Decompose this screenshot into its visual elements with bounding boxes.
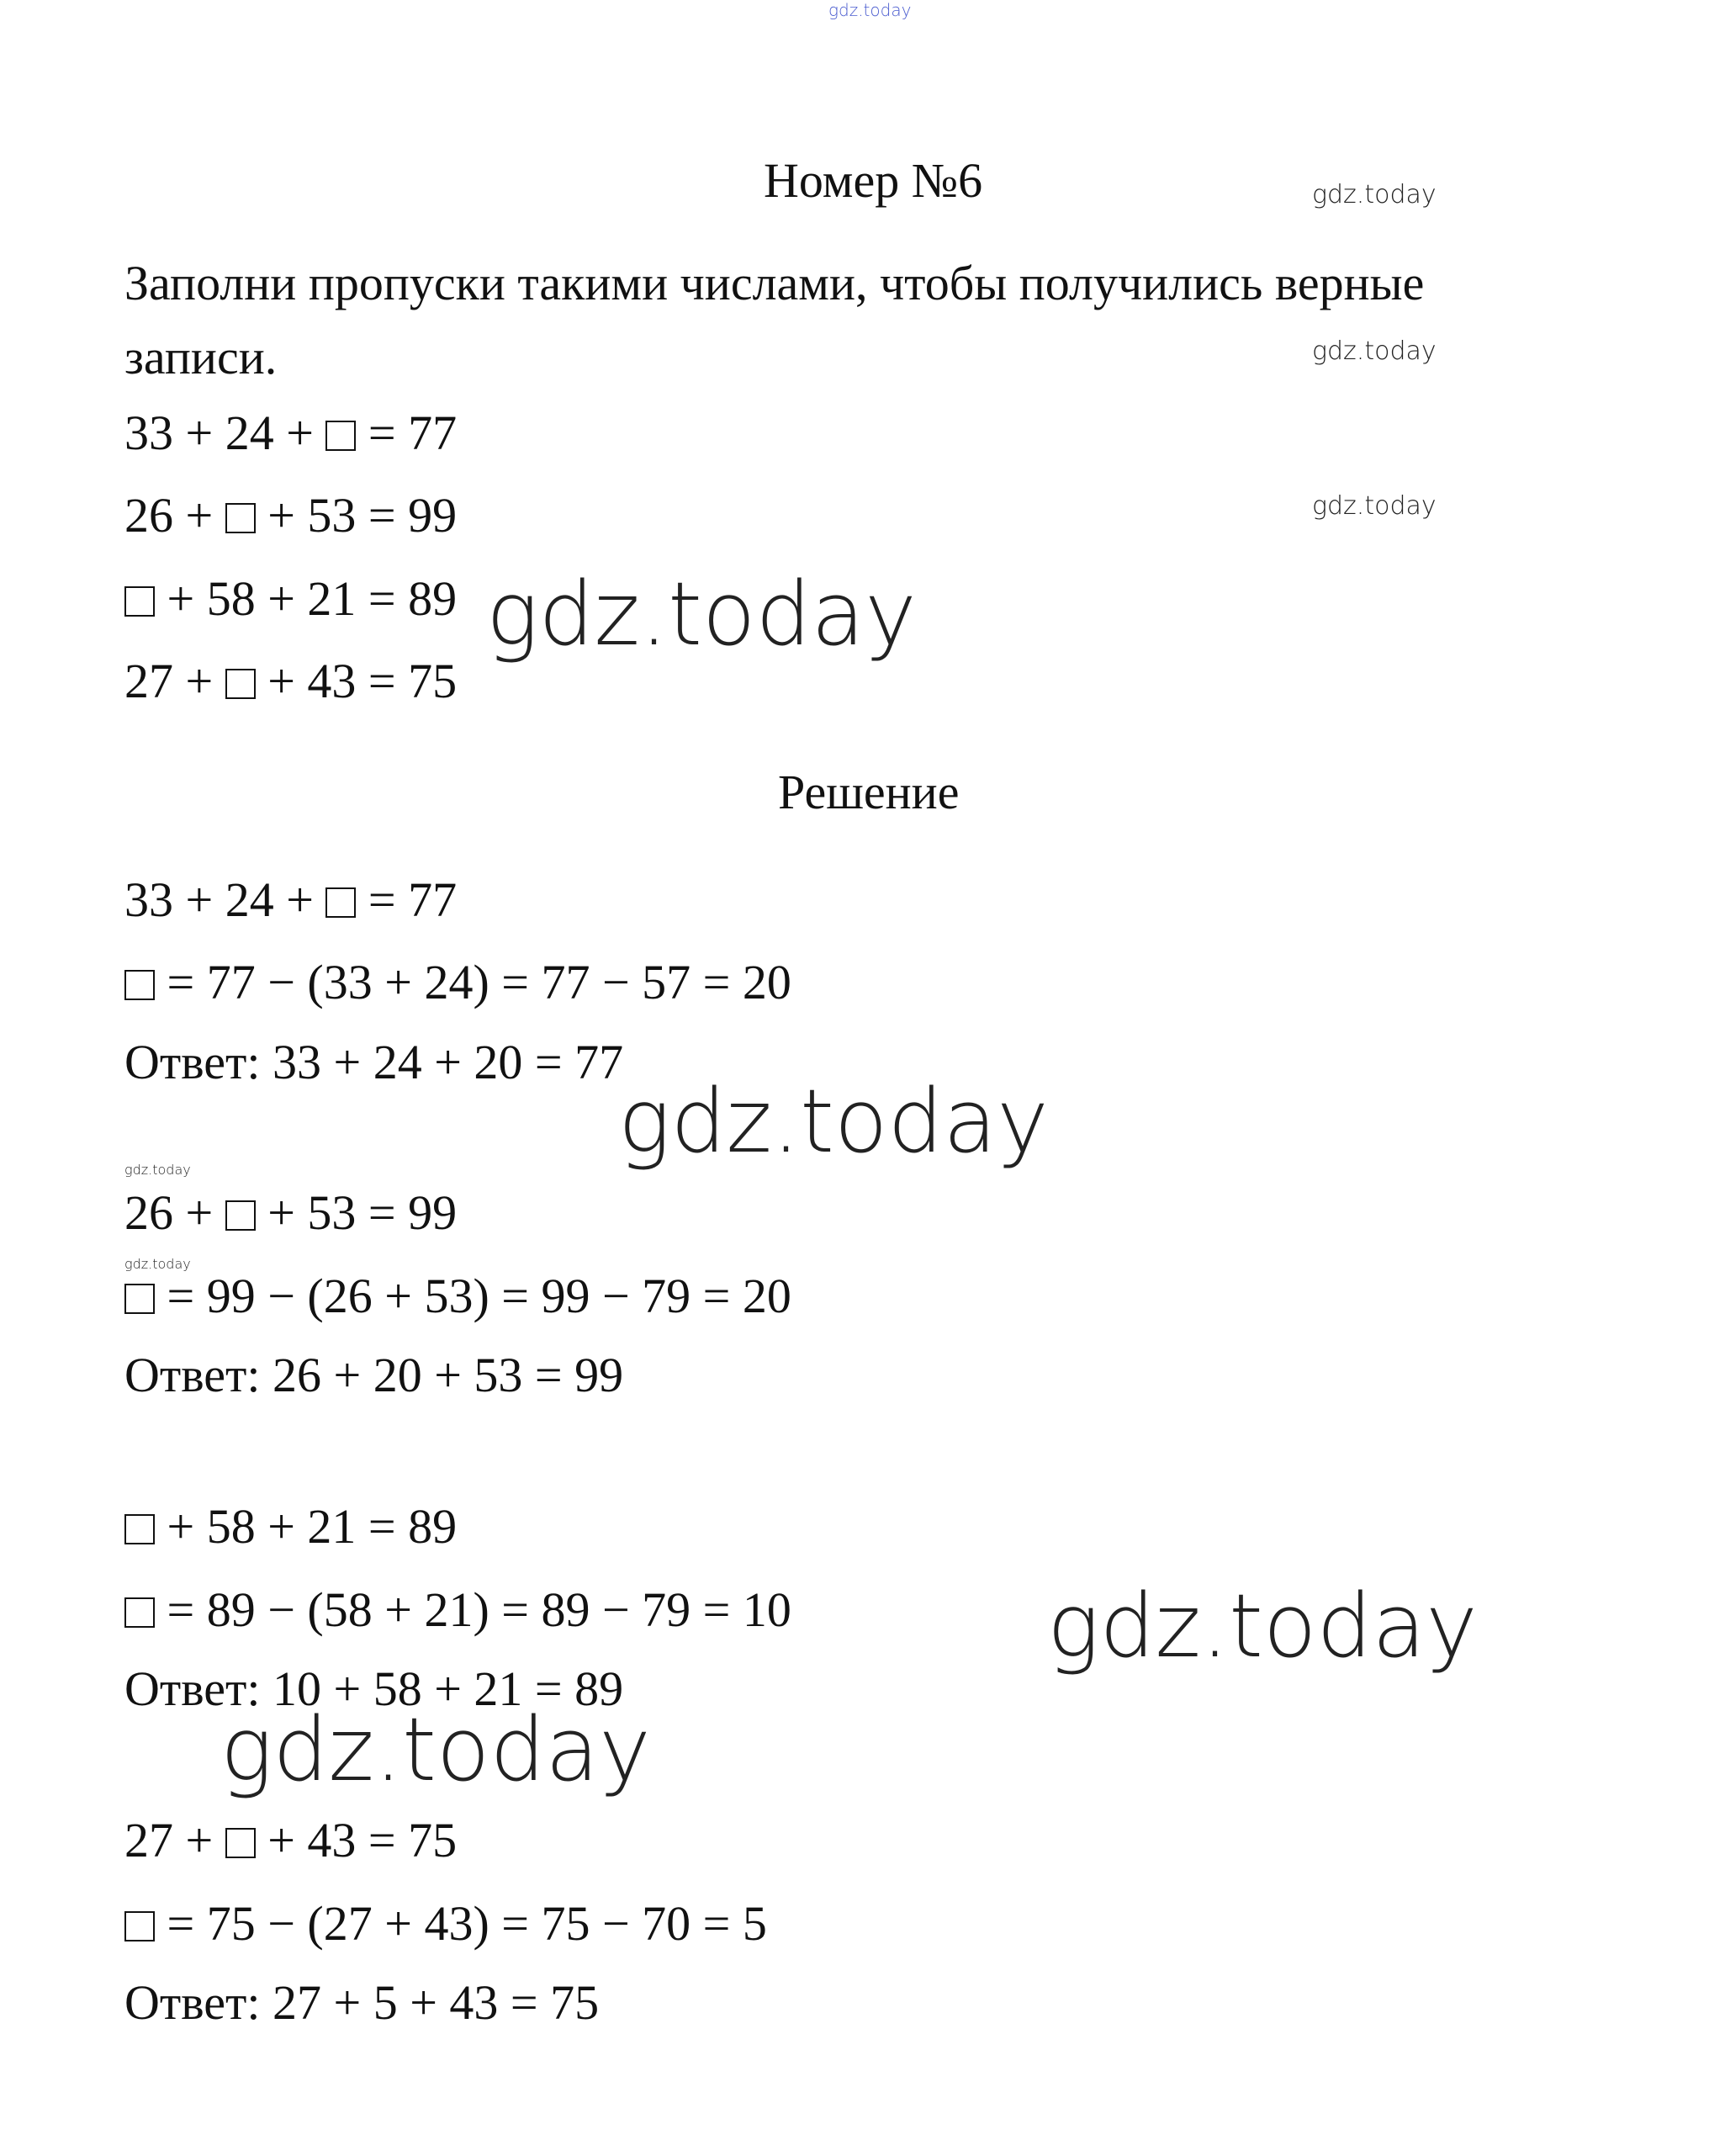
blank-box	[325, 421, 356, 451]
blank-box	[124, 1597, 155, 1628]
solution-1-calc	[124, 953, 791, 1012]
calc-text: = 75 − (27 + 43) = 75 − 70 = 5	[155, 1896, 767, 1951]
watermark-large: gdz.today	[1047, 1575, 1478, 1677]
equation-part: 27 +	[124, 1813, 225, 1867]
equation-part: + 53 = 99	[255, 1185, 458, 1240]
task-equation-2	[124, 486, 457, 545]
equation-part: 33 + 24 +	[124, 872, 326, 927]
equation-part: 33 + 24 +	[124, 405, 326, 460]
watermark-large: gdz.today	[618, 1070, 1049, 1173]
solution-4-equation	[124, 1811, 457, 1870]
blank-box	[124, 586, 155, 617]
blank-box	[225, 503, 256, 533]
equation-part: + 43 = 75	[255, 654, 458, 708]
calc-text: = 89 − (58 + 21) = 89 − 79 = 10	[155, 1582, 791, 1637]
solution-3-equation	[124, 1497, 457, 1556]
solution-1-equation	[124, 871, 457, 930]
watermark-tiny: gdz.today	[124, 1256, 191, 1272]
blank-box	[124, 970, 155, 1000]
solution-2-answer: Ответ: 26 + 20 + 53 = 99	[124, 1348, 624, 1402]
blank-box	[225, 669, 256, 699]
solution-1-answer: Ответ: 33 + 24 + 20 = 77	[124, 1035, 624, 1089]
task-equation-4	[124, 652, 457, 711]
task-text-line2: записи.	[124, 330, 278, 384]
solution-2-equation	[124, 1184, 457, 1242]
solution-4-calc	[124, 1894, 767, 1953]
blank-box	[124, 1514, 155, 1544]
blank-box	[325, 887, 356, 918]
blank-box	[225, 1828, 256, 1858]
solution-heading: Решение	[778, 765, 960, 819]
calc-text: = 99 − (26 + 53) = 99 − 79 = 20	[155, 1269, 791, 1323]
watermark-small: gdz.today	[1312, 180, 1437, 209]
equation-part: = 77	[356, 405, 458, 460]
watermark-large: gdz.today	[220, 1698, 651, 1801]
equation-part: + 53 = 99	[255, 488, 458, 543]
blank-box	[124, 1911, 155, 1941]
task-equation-3	[124, 569, 457, 628]
solution-4-answer: Ответ: 27 + 5 + 43 = 75	[124, 1975, 600, 2030]
equation-part: + 43 = 75	[255, 1813, 458, 1867]
solution-2-calc	[124, 1267, 791, 1326]
equation-part: 26 +	[124, 488, 225, 543]
watermark-top: gdz.today	[828, 0, 912, 20]
equation-part: = 77	[356, 872, 458, 927]
task-text-line1: Заполни пропуски такими числами, чтобы получились верные	[124, 256, 1425, 310]
blank-box	[124, 1284, 155, 1314]
blank-box	[225, 1200, 256, 1231]
equation-part: + 58 + 21 = 89	[155, 1499, 458, 1554]
watermark-small: gdz.today	[1312, 336, 1437, 366]
solution-3-answer: Ответ: 10 + 58 + 21 = 89	[124, 1661, 624, 1716]
watermark-tiny: gdz.today	[124, 1162, 191, 1178]
equation-part: 27 +	[124, 654, 225, 708]
task-equation-1	[124, 404, 457, 463]
page-title: Номер №6	[764, 153, 983, 208]
equation-part: + 58 + 21 = 89	[155, 571, 458, 626]
equation-part: 26 +	[124, 1185, 225, 1240]
solution-3-calc	[124, 1581, 791, 1640]
calc-text: = 77 − (33 + 24) = 77 − 57 = 20	[155, 955, 791, 1009]
watermark-small: gdz.today	[1312, 491, 1437, 521]
watermark-large: gdz.today	[486, 563, 917, 665]
